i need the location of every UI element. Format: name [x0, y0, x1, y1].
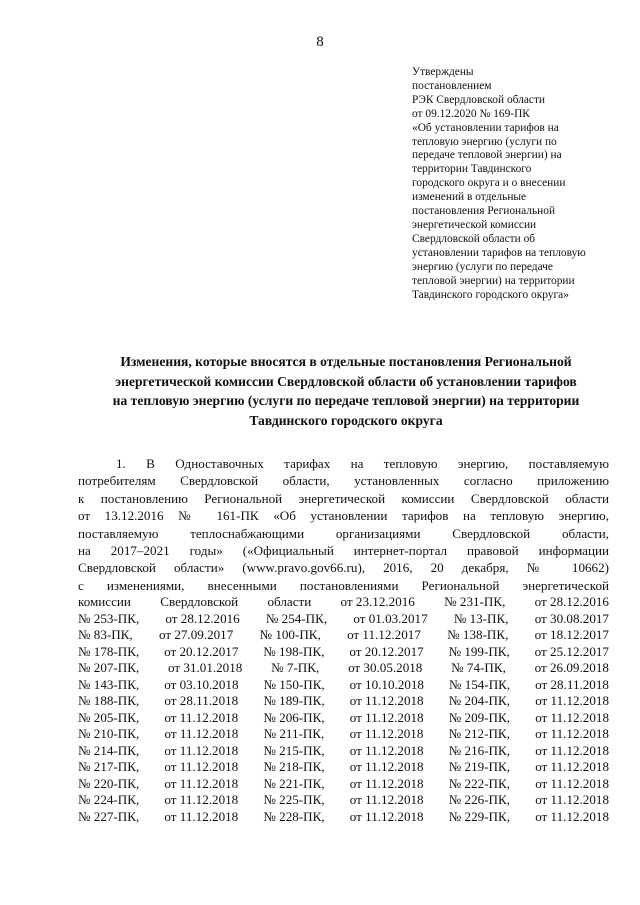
amendment-cell: от 11.12.2018 — [164, 709, 239, 725]
amendment-cell: от 11.12.2018 — [535, 726, 609, 742]
amendment-cell: от 28.11.2018 — [164, 693, 239, 709]
amendment-cell: от 26.09.2018 — [534, 660, 609, 676]
amendment-row — [78, 627, 609, 644]
amendment-cell: от 11.12.2018 — [164, 726, 239, 742]
amendment-cell: № 214-ПК, — [78, 742, 140, 758]
amendment-cell: от 25.12.2017 — [534, 643, 609, 659]
amendment-cell: № 100-ПК, — [259, 627, 321, 643]
amendment-cell: № 209-ПК, — [448, 709, 511, 725]
amendment-cell: от 11.12.2018 — [535, 709, 609, 725]
approval-line: энергетической комиссии — [412, 218, 537, 231]
paragraph-line: 1. В Одноставочных тарифах на тепловую энергию, поставляемую — [116, 456, 609, 471]
title-line: Изменения, которые вносятся в отдельные постановления Региональной — [120, 354, 572, 369]
approval-line: тепловой энергии) на территории — [412, 274, 575, 287]
amendment-cell: № 198-ПК, — [263, 643, 325, 659]
amendment-cell: от 11.12.2017 — [347, 627, 421, 643]
amendment-cell: от 11.12.2018 — [535, 775, 609, 791]
amendment-cell: № 225-ПК, — [263, 792, 325, 808]
approval-line: изменений в отдельные — [412, 191, 527, 204]
paragraph-line: от 13.12.2016 № 161-ПК «Об установлении тарифов на тепловую энергию, — [78, 508, 609, 524]
approval-line: от 09.12.2020 № 169-ПК — [412, 107, 530, 120]
amendment-cell: от 30.08.2017 — [534, 610, 609, 626]
amendment-row — [78, 743, 609, 760]
amendment-row — [78, 677, 609, 694]
amendment-row — [78, 660, 609, 677]
approval-line: Свердловской области об — [412, 232, 536, 245]
amendment-cell: от 28.11.2018 — [535, 676, 609, 692]
paragraph-line: к постановлению Региональной энергетической комиссии Свердловской области — [78, 490, 609, 506]
amendment-cell: от 11.12.2018 — [535, 792, 609, 808]
amendment-cell: от 11.12.2018 — [164, 792, 239, 808]
approval-line: постановлением — [412, 79, 492, 92]
amendment-cell: от 11.12.2018 — [349, 726, 424, 742]
amendment-cell: № 229-ПК, — [448, 808, 511, 824]
amendment-row — [78, 792, 609, 809]
amendment-cell: от 11.12.2018 — [349, 693, 424, 709]
approval-line: Тавдинского городского округа» — [412, 288, 569, 301]
amendment-cell: № 210-ПК, — [78, 726, 140, 742]
amendment-cell: от 10.10.2018 — [349, 676, 424, 692]
amendment-cell: № 219-ПК, — [448, 759, 511, 775]
approval-line: территории Тавдинского — [412, 163, 532, 176]
amendment-cell: от 27.09.2017 — [158, 627, 234, 643]
amendment-cell: № 212-ПК, — [448, 726, 510, 742]
amendment-cell: № 222-ПК, — [448, 775, 511, 791]
amendment-row — [78, 611, 609, 628]
amendment-cell: от 11.12.2018 — [349, 808, 424, 824]
approval-line: Утверждены — [412, 66, 474, 78]
amendment-cell: № 205-ПК, — [78, 709, 140, 725]
amendment-cell: от 30.05.2018 — [348, 660, 423, 676]
amendment-cell: № 254-ПК, — [265, 610, 328, 626]
paragraph-line: с изменениями, внесенными постановлениями Региональной энергетической — [78, 577, 609, 593]
amendment-cell: № 7-ПК, — [271, 660, 320, 676]
amendment-cell: № 150-ПК, — [263, 676, 325, 692]
amendment-cell: № 221-ПК, — [263, 775, 325, 791]
title-line: Тавдинского городского округа — [249, 412, 443, 428]
amendment-cell: № 143-ПК, — [78, 676, 140, 692]
amendment-cell: № 13-ПК, — [453, 610, 509, 626]
approval-line: «Об установлении тарифов на — [412, 121, 559, 134]
paragraph-1 — [78, 455, 609, 825]
amendment-cell: № 226-ПК, — [448, 792, 511, 808]
amendment-cell: от 20.12.2017 — [349, 643, 424, 659]
amendment-cell: от 11.12.2018 — [349, 759, 424, 775]
document-title — [60, 352, 632, 430]
amendment-cell: № 253-ПК, — [78, 610, 140, 626]
amendment-cell: от 11.12.2018 — [164, 808, 239, 824]
paragraph-line: потребителям Свердловской области, установленных согласно приложению — [78, 473, 609, 489]
amendment-cell: от 31.01.2018 — [168, 660, 243, 676]
amendment-cell: № 178-ПК, — [78, 643, 140, 659]
amendment-cell: от 01.03.2017 — [353, 610, 428, 626]
paragraph-line: на 2017–2021 годы» («Официальный интернет-портал правовой информации — [78, 542, 609, 558]
approval-line: городского округа и о внесении — [412, 177, 566, 190]
amendment-cell: от 11.12.2018 — [535, 808, 609, 824]
amendment-cell: от 11.12.2018 — [535, 742, 609, 758]
amendment-cell: от 28.12.2016 — [534, 594, 609, 610]
amendment-cell: от 11.12.2018 — [164, 742, 239, 758]
amendment-cell: № 220-ПК, — [78, 775, 140, 791]
amendment-cell: от 11.12.2018 — [349, 775, 424, 791]
amendment-list — [78, 594, 609, 825]
title-line: на тепловую энергию (услуги по передаче тепловой энергии) на территории — [112, 393, 580, 408]
approval-line: РЭК Свердловской области — [412, 93, 546, 106]
amendment-cell: от 11.12.2018 — [349, 742, 424, 758]
title-line: энергетической комиссии Свердловской области об установлении тарифов — [115, 373, 577, 389]
amendment-cell: № 224-ПК, — [78, 792, 140, 808]
amendment-row — [78, 693, 609, 710]
amendment-cell: № 216-ПК, — [448, 742, 511, 758]
amendment-cell: № 231-ПК, — [444, 594, 506, 610]
approval-line: энергию (услуги по передаче — [412, 260, 553, 273]
amendment-cell: № 199-ПК, — [448, 643, 510, 659]
amendment-cell: № 83-ПК, — [78, 627, 133, 643]
amendment-cell: № 207-ПК, — [78, 660, 140, 676]
amendment-cell: от 20.12.2017 — [164, 643, 239, 659]
amendment-cell: от 11.12.2018 — [535, 693, 609, 709]
amendment-cell: № 218-ПК, — [263, 759, 325, 775]
amendment-row — [78, 726, 609, 743]
amendment-cell: № 211-ПК, — [263, 726, 325, 742]
amendment-row — [78, 644, 609, 661]
paragraph-line: Свердловской области» (www.pravo.gov66.ru), 2016, 20 декабря, № 10662) — [78, 560, 609, 576]
amendment-cell: № 227-ПК, — [78, 808, 140, 824]
amendment-row — [78, 776, 609, 793]
approval-line: передаче тепловой энергии) на — [412, 149, 562, 162]
approval-block — [412, 66, 622, 302]
paragraph-line: поставляемую теплоснабжающими организациями Свердловской области, — [78, 525, 609, 541]
amendment-cell: от 18.12.2017 — [534, 627, 609, 643]
amendment-row — [78, 759, 609, 776]
amendment-cell: от 11.12.2018 — [349, 792, 424, 808]
amendment-cell: № 215-ПК, — [263, 742, 325, 758]
amendment-cell: № 217-ПК, — [78, 759, 140, 775]
amendment-row — [78, 594, 609, 611]
amendment-cell: Свердловской — [160, 594, 239, 610]
approval-line: установлении тарифов на тепловую — [412, 246, 586, 259]
amendment-cell: от 11.12.2018 — [164, 775, 239, 791]
amendment-cell: от 11.12.2018 — [349, 709, 424, 725]
approval-line: постановления Региональной — [412, 205, 556, 218]
amendment-cell: № 188-ПК, — [78, 693, 140, 709]
amendment-cell: от 28.12.2016 — [165, 610, 240, 626]
amendment-cell: от 23.12.2016 — [340, 594, 415, 610]
amendment-cell: № 228-ПК, — [263, 808, 325, 824]
page-number: 8 — [316, 34, 324, 50]
amendment-cell: № 74-ПК, — [451, 660, 506, 676]
amendment-cell: № 189-ПК, — [263, 693, 325, 709]
amendment-row — [78, 710, 609, 727]
amendment-cell: от 03.10.2018 — [164, 676, 239, 692]
amendment-cell: № 138-ПК, — [447, 627, 509, 643]
amendment-cell: от 11.12.2018 — [164, 759, 239, 775]
amendment-cell: от 11.12.2018 — [535, 759, 609, 775]
amendment-cell: № 204-ПК, — [448, 693, 511, 709]
amendment-cell: комиссии — [78, 594, 131, 610]
amendment-row — [78, 809, 609, 826]
approval-line: тепловую энергию (услуги по — [412, 135, 557, 148]
amendment-cell: области — [267, 594, 312, 610]
amendment-cell: № 154-ПК, — [448, 676, 511, 692]
amendment-cell: № 206-ПК, — [263, 709, 325, 725]
